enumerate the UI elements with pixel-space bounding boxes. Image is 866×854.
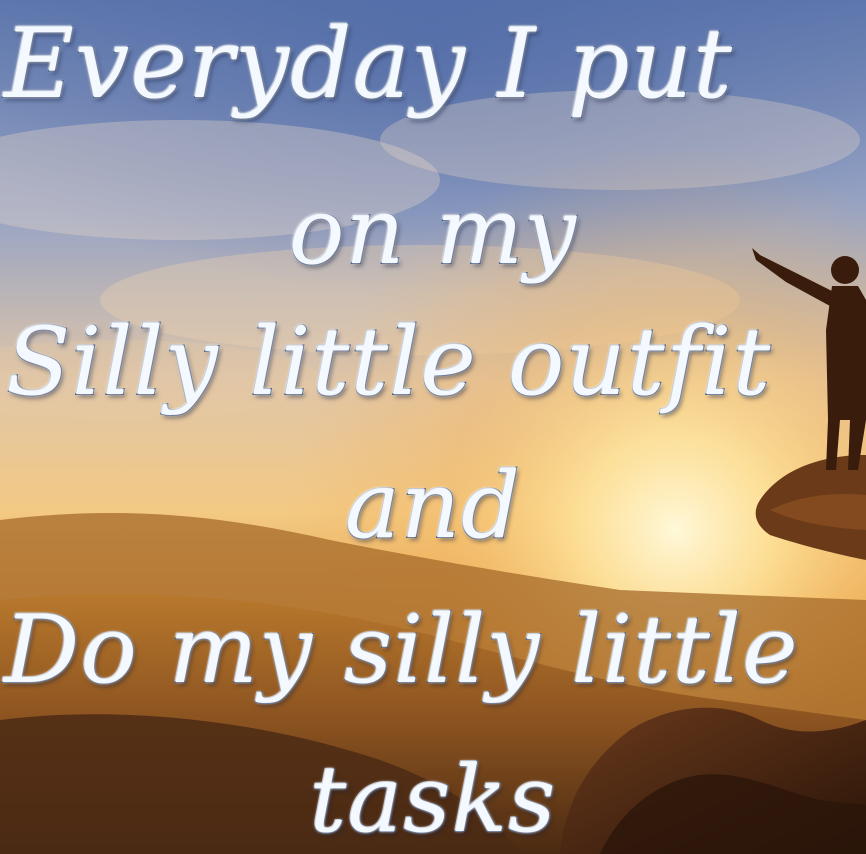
caption-line-6: tasks xyxy=(309,746,557,853)
caption-line-5: Do my silly little xyxy=(4,596,799,705)
caption-line-1: Everyday I put xyxy=(4,8,733,120)
caption-line-4: and xyxy=(345,452,521,559)
caption-line-2: on my xyxy=(288,178,578,285)
caption-line-3: Silly little outfit xyxy=(6,308,772,417)
